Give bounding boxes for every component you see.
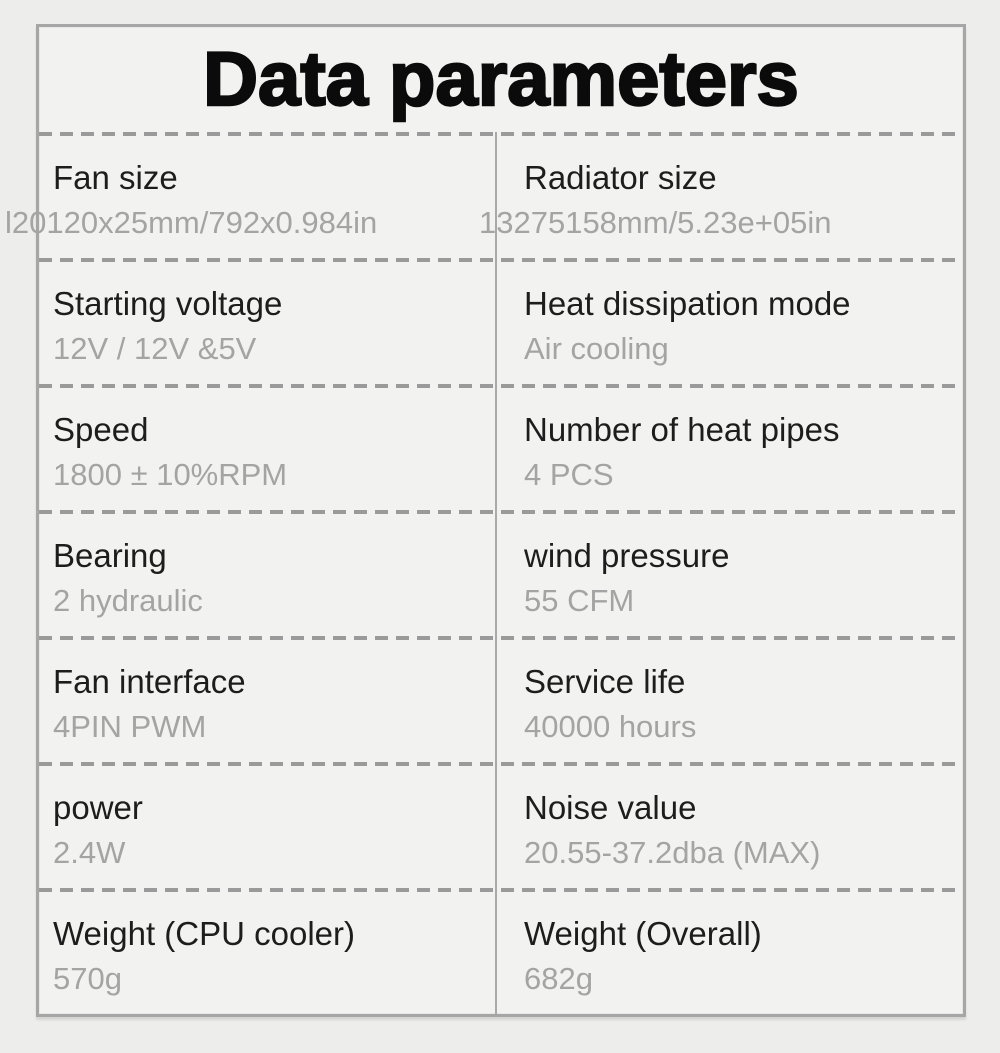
spec-value: 20.55-37.2dba (MAX) bbox=[524, 835, 821, 870]
spec-value: 12V / 12V &5V bbox=[53, 331, 257, 366]
spec-label: Radiator size bbox=[524, 159, 717, 196]
spec-cell-right bbox=[495, 510, 963, 636]
spec-cell-right bbox=[495, 258, 963, 384]
spec-cell-left bbox=[39, 762, 495, 888]
spec-value: 55 CFM bbox=[524, 583, 635, 618]
spec-label: Speed bbox=[53, 411, 149, 448]
spec-value: 682g bbox=[524, 961, 593, 996]
spec-label: wind pressure bbox=[524, 537, 730, 574]
spec-cell-right bbox=[495, 762, 963, 888]
spec-label: Weight (Overall) bbox=[524, 915, 762, 952]
spec-label: Service life bbox=[524, 663, 686, 700]
spec-label: Weight (CPU cooler) bbox=[53, 915, 355, 952]
table-row bbox=[39, 762, 963, 888]
table-row bbox=[5, 132, 963, 258]
table-row bbox=[39, 888, 963, 1014]
spec-cell-right bbox=[479, 132, 963, 258]
spec-label: Noise value bbox=[524, 789, 697, 826]
spec-cell-left bbox=[5, 132, 495, 258]
spec-cell-right bbox=[495, 888, 963, 1014]
table-row bbox=[39, 510, 963, 636]
spec-value: 13275158mm/5.23e+05in bbox=[479, 205, 832, 240]
spec-label: Heat dissipation mode bbox=[524, 285, 851, 322]
spec-cell-left bbox=[39, 384, 495, 510]
spec-label: Bearing bbox=[53, 537, 167, 574]
spec-label: Starting voltage bbox=[53, 285, 283, 322]
spec-value: 4PIN PWM bbox=[53, 709, 207, 744]
spec-value: 1800 ± 10%RPM bbox=[53, 457, 288, 492]
spec-label: Fan size bbox=[53, 159, 178, 196]
spec-label: Number of heat pipes bbox=[524, 411, 840, 448]
spec-cell-right bbox=[495, 384, 963, 510]
spec-cell-left bbox=[39, 636, 495, 762]
spec-label: Fan interface bbox=[53, 663, 246, 700]
spec-value: 4 PCS bbox=[524, 457, 614, 492]
data-parameters-panel bbox=[5, 24, 966, 1017]
spec-value: 40000 hours bbox=[524, 709, 697, 744]
spec-value: l20120x25mm/792x0.984in bbox=[5, 205, 378, 240]
spec-cell-left bbox=[39, 510, 495, 636]
spec-value: 2.4W bbox=[53, 835, 126, 870]
spec-table bbox=[5, 132, 963, 1014]
spec-label: power bbox=[53, 789, 143, 826]
table-row bbox=[39, 636, 963, 762]
spec-cell-right bbox=[495, 636, 963, 762]
spec-value: Air cooling bbox=[524, 331, 669, 366]
table-row bbox=[39, 258, 963, 384]
spec-cell-left bbox=[39, 888, 495, 1014]
spec-value: 2 hydraulic bbox=[53, 583, 203, 618]
spec-value: 570g bbox=[53, 961, 122, 996]
spec-cell-left bbox=[39, 258, 495, 384]
table-row bbox=[39, 384, 963, 510]
panel-title: Data parameters bbox=[203, 37, 799, 122]
